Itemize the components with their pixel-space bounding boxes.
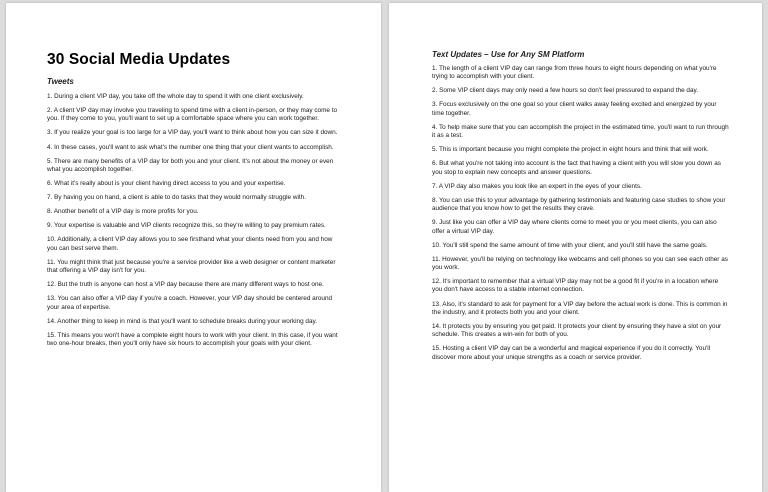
list-item: 15. This means you won't have a complete eight hours to work with your client. In this case, if you want two one-hour breaks, then you'll only have six hours to accomplish your goals with your client. (47, 331, 338, 348)
document-page-left (6, 3, 381, 492)
list-item: 2. Some VIP client days may only need a few hours so don't feel pressured to expand the day. (432, 87, 698, 95)
list-item: 6. What it's really about is your client having direct access to you and your expertise. (47, 180, 286, 188)
list-item: 8. Another benefit of a VIP day is more profits for you. (47, 208, 199, 216)
list-item: 2. A client VIP day may involve you traveling to spend time with a client in-person, or they may come to you. If they come to you, you'll want to set up a comfortable space where you can work together. (47, 107, 338, 123)
list-item: 10. Additionally, a client VIP day allows you to see firsthand what your clients need from you and how you can best serve them. (47, 236, 333, 252)
list-item: 10. You'll still spend the same amount of time with your client, and you'll still have the same goals. (432, 241, 708, 249)
list-item: 15. Hosting a client VIP day can be a wonderful and magical experience if you do it correctly. You'll discover more about your unique strengths as a coach or service provider. (432, 345, 711, 361)
list-item: 3. Focus exclusively on the one goal so your client walks away feeling excited and energized by your time together. (432, 101, 717, 117)
list-item: 5. There are many benefits of a VIP day for both you and your client. It's not about the money or even what you accomplish together. (47, 157, 334, 173)
list-item: 9. Just like you can offer a VIP day where clients come to meet you or you meet clients, you can also offer a virtual VIP day. (432, 219, 717, 235)
section-heading-tweets: Tweets (47, 77, 74, 86)
list-item: 1. The length of a client VIP day can range from three hours to eight hours depending on what you're trying to accomplish with your client. (432, 65, 717, 81)
list-item: 6. But what you're not taking into account is the fact that having a client with you will slow you down as you stop to explain new concepts and answer questions. (432, 160, 721, 176)
section-heading-text-updates: Text Updates – Use for Any SM Platform (432, 50, 585, 59)
list-item: 11. You might think that just because you're a service provider like a web designer or content marketer that offering a VIP day isn't for you. (47, 258, 336, 275)
list-item: 13. You can also offer a VIP day if you're a coach. However, your VIP day should be centered around your area of expertise. (47, 295, 333, 311)
list-item: 9. Your expertise is valuable and VIP clients recognize this, so they're willing to pay premium rates. (47, 222, 326, 230)
list-item: 8. You can use this to your advantage by gathering testimonials and featuring case studies to show your audience that you know how to get the results they crave. (432, 196, 726, 213)
list-item: 4. In these cases, you'll want to ask what's the number one thing that your client wants to accomplish. (47, 143, 334, 151)
list-item: 4. To help make sure that you can accomplish the project in the estimated time, you'll want to run through it as a test. (432, 123, 729, 140)
list-item: 3. If you realize your goal is too large for a VIP day, you'll want to think about how you can size it down. (47, 129, 338, 137)
list-item: 13. Also, it's standard to ask for payment for a VIP day before the actual work is done. This is common in the industry, and it protects both you and your client. (432, 300, 728, 316)
text-update-list (432, 65, 730, 368)
list-item: 11. However, you'll be relying on technology like webcams and cell phones so you can see each other as you work. (432, 255, 728, 272)
list-item: 14. It protects you by ensuring you get paid. It protects your client by ensuring they have a slot on your schedule. This creates a win-win for both of you. (432, 322, 722, 339)
list-item: 7. A VIP day also makes you look like an expert in the eyes of your clients. (432, 182, 642, 190)
list-item: 7. By having you on hand, a client is able to do tasks that they would normally struggle with. (47, 194, 306, 202)
list-item: 12. But the truth is anyone can host a VIP day because there are many different ways to host one. (47, 281, 324, 289)
list-item: 12. It's important to remember that a virtual VIP day may not be a good fit if you're in a location where you don't have access to a stable internet connection. (432, 278, 719, 294)
document-page-right (389, 3, 762, 492)
page-title: 30 Social Media Updates (47, 51, 231, 68)
tweet-list (47, 93, 341, 354)
list-item: 1. During a client VIP day, you take off the whole day to spend it with one client exclusively. (47, 93, 304, 100)
list-item: 14. Another thing to keep in mind is that you'll want to schedule breaks during your working day. (47, 317, 318, 325)
list-item: 5. This is important because you might complete the project in eight hours and think that will work. (432, 146, 709, 154)
